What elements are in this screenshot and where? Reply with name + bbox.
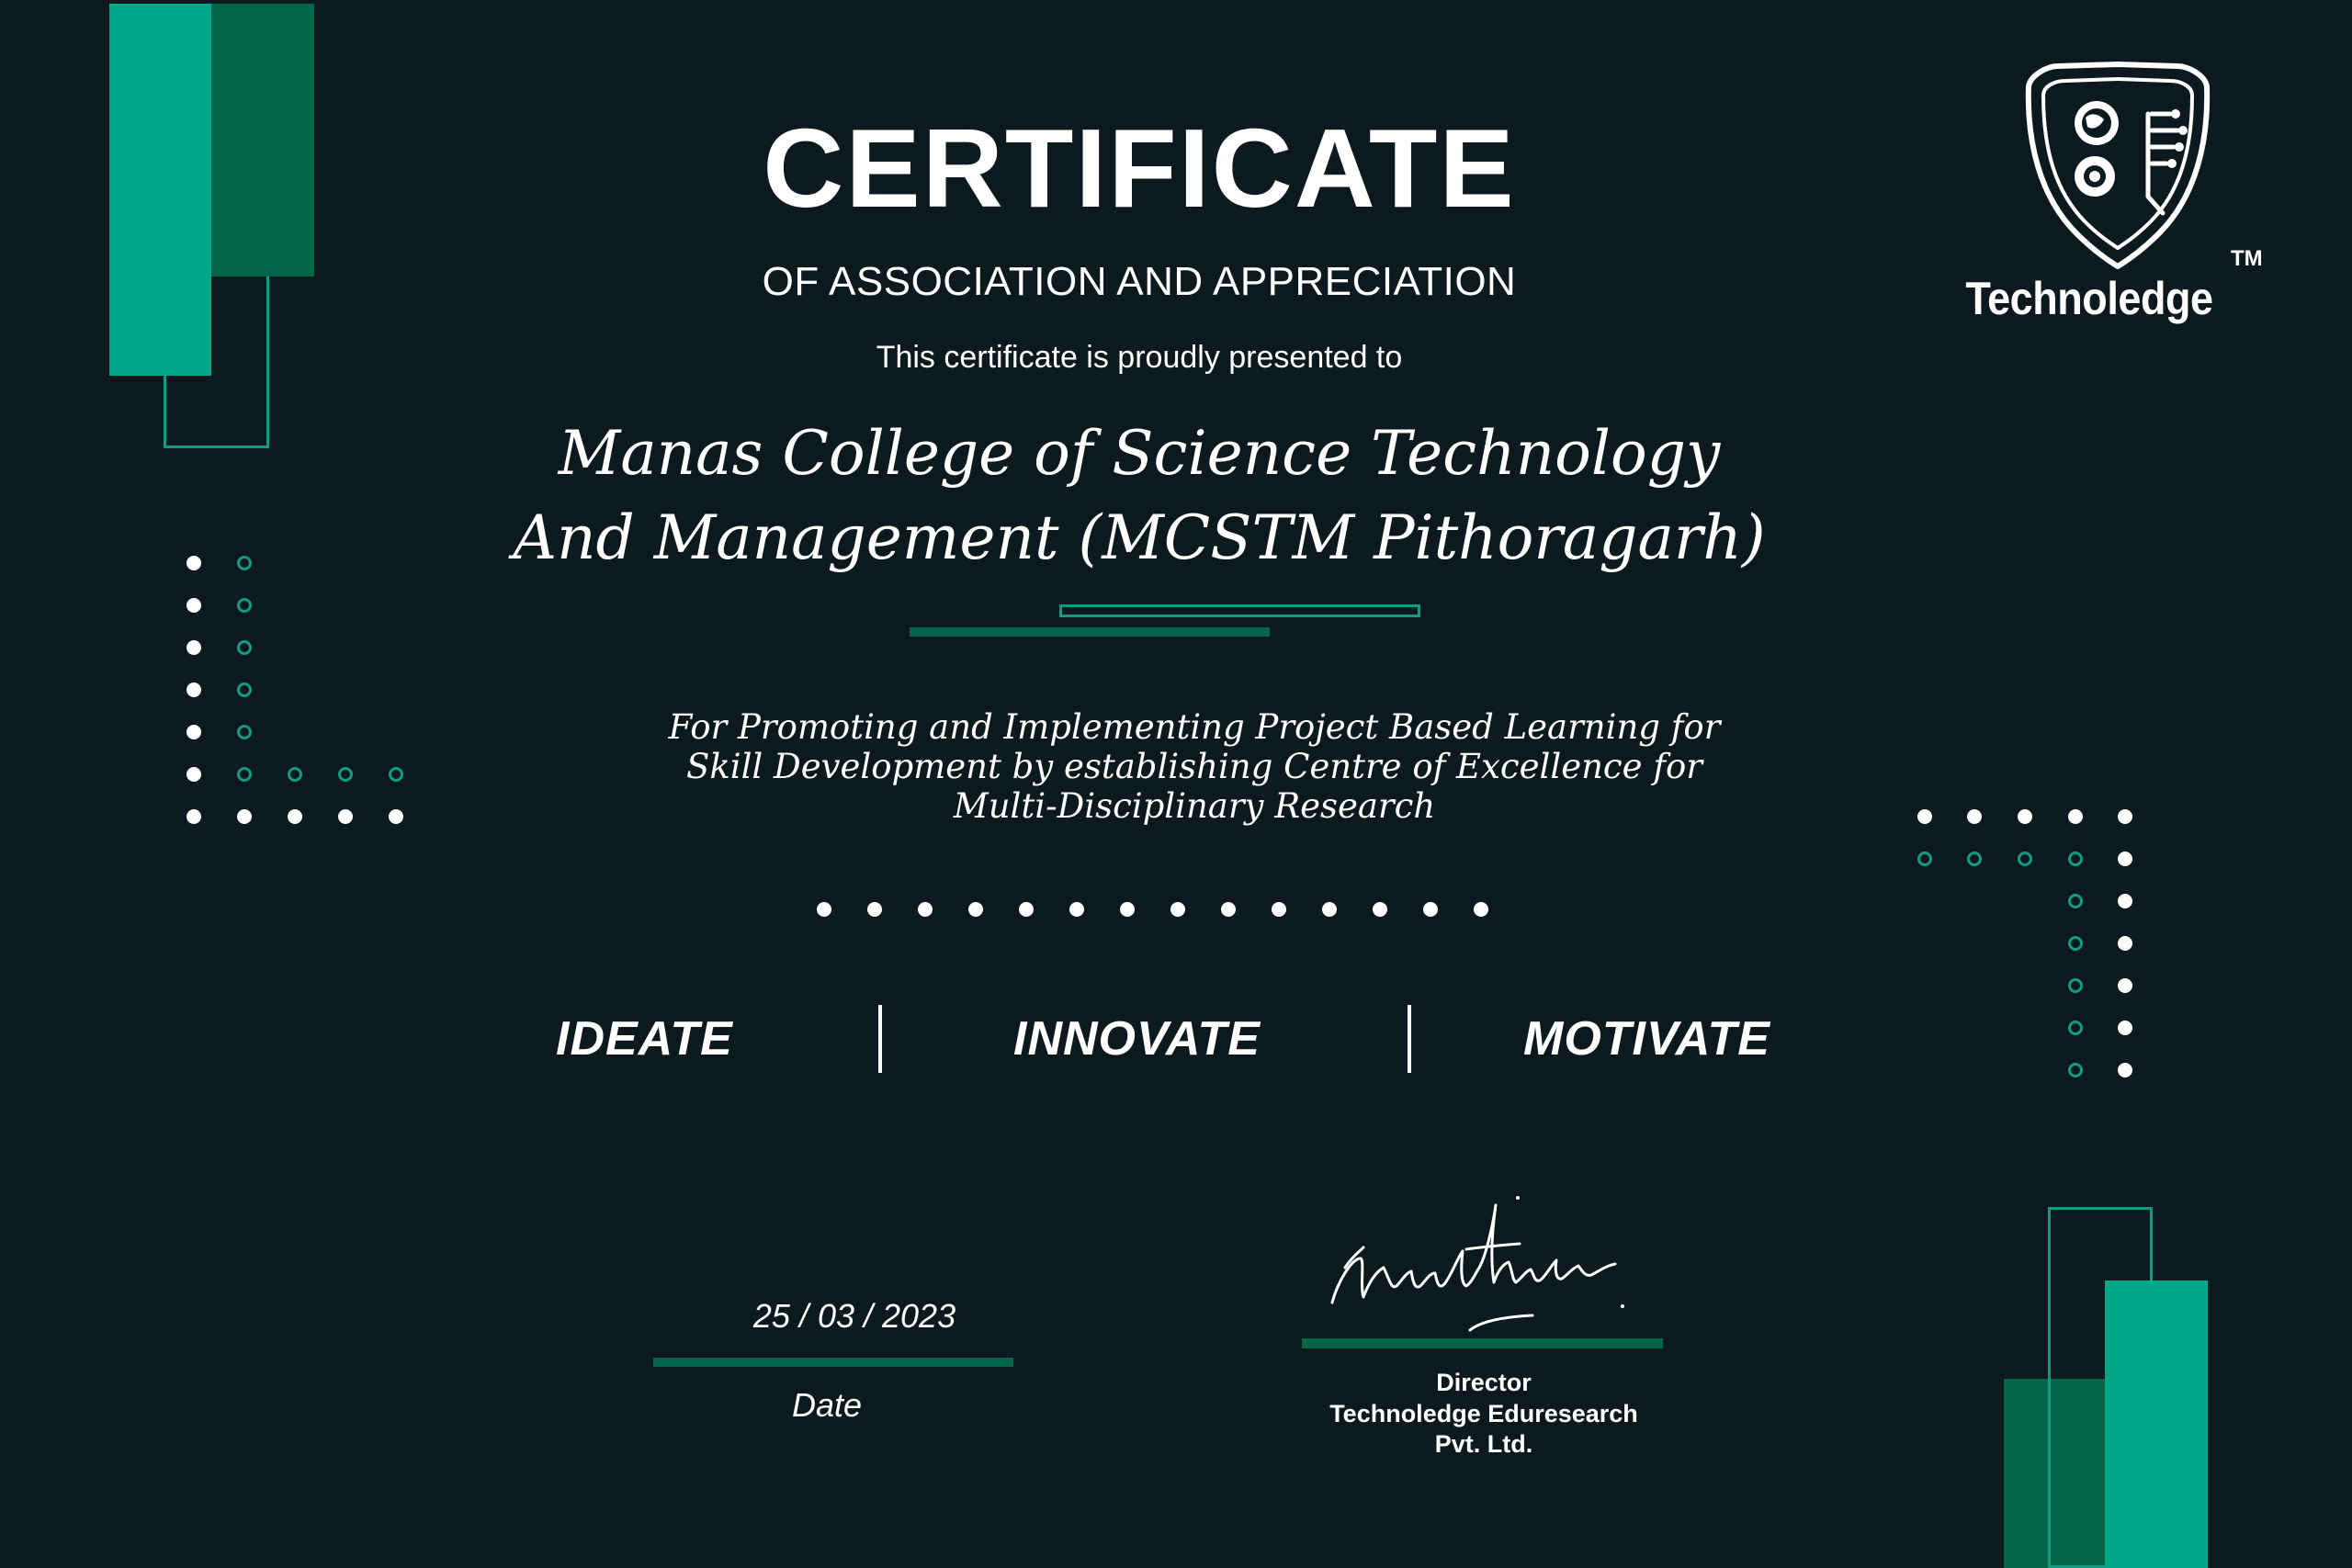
decor-ring <box>2068 936 2083 951</box>
certificate-title: CERTIFICATE <box>763 106 1516 231</box>
decor-ring <box>2018 852 2032 866</box>
recipient-underline-outline <box>1059 604 1420 617</box>
motto-innovate: INNOVATE <box>1013 1012 1261 1066</box>
shield-crest-icon <box>2021 59 2214 270</box>
signatory-role: Director <box>1436 1369 1532 1396</box>
decor-dot <box>1272 902 1286 917</box>
decor-dot <box>187 640 201 655</box>
decor-dot <box>2118 852 2132 866</box>
motto-divider-1 <box>878 1005 882 1073</box>
decor-dot <box>187 598 201 613</box>
decor-dot <box>2118 936 2132 951</box>
decor-dot <box>1373 902 1387 917</box>
signatory-org-line-1: Technoledge Eduresearch <box>1329 1400 1638 1427</box>
purpose-line-2: Skill Development by establishing Centre of Excellence for <box>686 747 1702 786</box>
purpose-line-1: For Promoting and Implementing Project Based Learning for <box>668 707 1721 747</box>
decor-dot <box>1221 902 1236 917</box>
decor-dot <box>2118 1021 2132 1035</box>
presented-text: This certificate is proudly presented to <box>876 340 1403 375</box>
recipient-name <box>0 412 2278 581</box>
decor-ring <box>2068 978 2083 993</box>
date-value: 25 / 03 / 2023 <box>752 1297 956 1335</box>
recipient-line-2: And Management (MCSTM Pithoragarh) <box>513 502 1766 573</box>
decor-dot <box>1322 902 1337 917</box>
decor-dot <box>1019 902 1034 917</box>
trademark-symbol: TM <box>2231 246 2263 271</box>
date-label: Date <box>791 1386 863 1424</box>
decor-ring <box>237 640 252 655</box>
decor-dot <box>1474 902 1488 917</box>
purpose-text <box>0 707 2352 826</box>
recipient-underline-solid <box>910 627 1270 637</box>
decor-ring <box>1967 852 1982 866</box>
decor-dot <box>1120 902 1135 917</box>
brand-name: Technoledge <box>1965 273 2213 324</box>
decor-dot <box>817 902 831 917</box>
purpose-line-3: Multi-Disciplinary Research <box>953 786 1436 826</box>
decor-dot <box>867 902 882 917</box>
certificate-subtitle: OF ASSOCIATION AND APPRECIATION <box>762 259 1517 304</box>
decor-ring <box>237 682 252 697</box>
decor-dot <box>2118 978 2132 993</box>
motto-motivate: MOTIVATE <box>1523 1012 1770 1066</box>
decor-ring <box>2068 894 2083 908</box>
decor-dot <box>918 902 933 917</box>
recipient-line-1: Manas College of Science Technology <box>558 418 1721 489</box>
decor-dot <box>2118 1063 2132 1077</box>
motto-divider-2 <box>1408 1005 1411 1073</box>
decor-ring <box>1917 852 1932 866</box>
decor-ring <box>2068 1021 2083 1035</box>
decor-dot <box>2118 894 2132 908</box>
decor-ring <box>237 598 252 613</box>
decor-dot <box>968 902 983 917</box>
decor-ring <box>2068 852 2083 866</box>
motto-ideate: IDEATE <box>556 1012 733 1066</box>
decor-dot <box>1170 902 1185 917</box>
decor-dot <box>187 682 201 697</box>
date-underline <box>653 1358 1013 1367</box>
decor-dot <box>1069 902 1084 917</box>
signatory-org-line-2: Pvt. Ltd. <box>1434 1430 1533 1458</box>
signature-underline <box>1302 1338 1663 1348</box>
signature-image <box>1323 1194 1635 1332</box>
decor-dot <box>1423 902 1438 917</box>
decor-ring <box>2068 1063 2083 1077</box>
